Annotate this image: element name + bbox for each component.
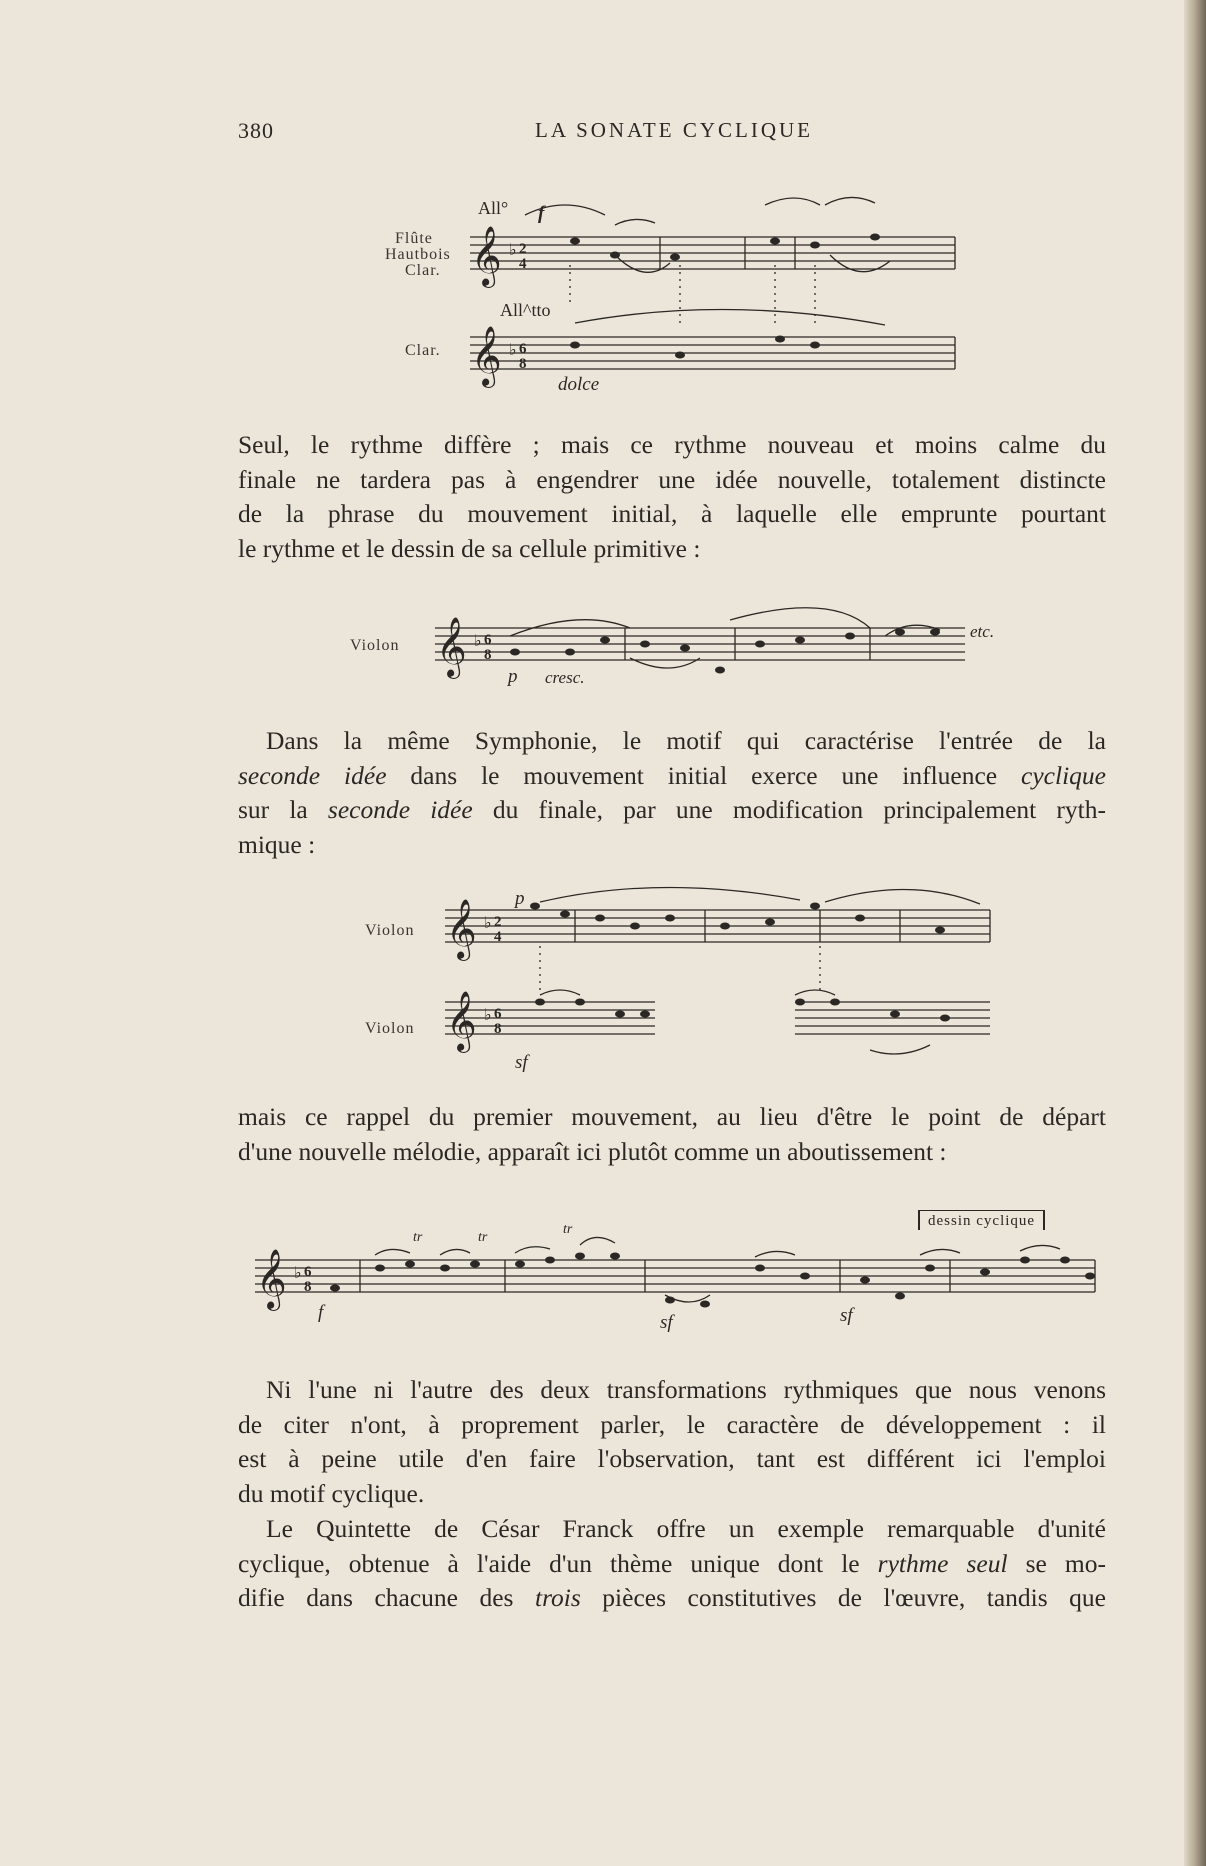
svg-text:6: 6 bbox=[494, 1006, 502, 1022]
svg-text:8: 8 bbox=[494, 1021, 502, 1037]
instr-label-oboe: Hautbois bbox=[385, 246, 451, 263]
text-line: Seul, le rythme diffère ; mais ce rythme nouveau et moins calme du bbox=[238, 430, 1106, 459]
svg-text:♭: ♭ bbox=[509, 242, 517, 259]
text-line bbox=[238, 759, 1106, 794]
instr-label-clarinet: Clar. bbox=[405, 262, 441, 279]
running-title: LA SONATE CYCLIQUE bbox=[535, 118, 813, 142]
instr-label-violin: Violon bbox=[350, 637, 400, 654]
dynamic-sf: sf bbox=[840, 1305, 853, 1326]
text-run: cyclique, obtenue à l'aide d'un thème unique dont le bbox=[238, 1548, 878, 1578]
text-line: le rythme et le dessin de sa cellule primitive : bbox=[238, 533, 701, 563]
text-line: mais ce rappel du premier mouvement, au lieu d'être le point de départ bbox=[238, 1102, 1106, 1131]
tempo-marking: All° bbox=[478, 198, 509, 218]
dynamic-f: f bbox=[318, 1302, 324, 1323]
text-run: se mo- bbox=[1007, 1548, 1106, 1578]
instr-label-violin-2: Violon bbox=[365, 1020, 415, 1037]
text-line: mique : bbox=[238, 829, 316, 859]
text-line: est à peine utile d'en faire l'observation, tant est différent ici l'emploi bbox=[238, 1444, 1106, 1473]
instr-label-violin: Violon bbox=[365, 922, 415, 939]
instr-label-clarinet-2: Clar. bbox=[405, 342, 441, 359]
text-line: du motif cyclique. bbox=[238, 1478, 425, 1508]
svg-text:𝄞: 𝄞 bbox=[471, 226, 502, 286]
page-edge-shadow bbox=[1184, 0, 1206, 1866]
italic-seconde-idee: seconde idée bbox=[327, 795, 473, 824]
svg-text:♭: ♭ bbox=[484, 915, 492, 932]
paragraph-3 bbox=[238, 1100, 1106, 1169]
svg-text:𝄞: 𝄞 bbox=[436, 617, 467, 677]
score-notation bbox=[440, 880, 1000, 1060]
svg-text:𝄞: 𝄞 bbox=[471, 326, 502, 386]
svg-text:𝄞: 𝄞 bbox=[446, 899, 477, 959]
paragraph-1 bbox=[238, 428, 1106, 566]
svg-text:8: 8 bbox=[519, 356, 527, 372]
paragraph-5 bbox=[238, 1512, 1106, 1616]
svg-text:8: 8 bbox=[304, 1279, 312, 1295]
svg-text:♭: ♭ bbox=[484, 1007, 492, 1024]
paragraph-4 bbox=[238, 1373, 1106, 1511]
text-line bbox=[238, 793, 1106, 828]
text-line: de la phrase du mouvement initial, à laquelle elle emprunte pourtant bbox=[238, 499, 1106, 528]
svg-text:6: 6 bbox=[519, 341, 527, 357]
italic-trois: trois bbox=[534, 1583, 581, 1612]
text-line: finale ne tardera pas à engendrer une idée nouvelle, totalement distincte bbox=[238, 464, 1106, 494]
text-line: de citer n'ont, à proprement parler, le caractère de développement : il bbox=[238, 1409, 1106, 1439]
score-notation bbox=[430, 598, 975, 688]
marking-etc: etc. bbox=[970, 622, 995, 641]
dynamic-p: p bbox=[515, 888, 525, 909]
dynamic-sf: sf bbox=[515, 1052, 528, 1073]
instr-label-flute: Flûte bbox=[395, 230, 433, 247]
expression-dolce: dolce bbox=[558, 374, 600, 395]
svg-text:𝄞: 𝄞 bbox=[446, 991, 477, 1051]
trill-mark: tr bbox=[413, 1230, 423, 1245]
score-notation bbox=[465, 195, 965, 395]
svg-text:𝄞: 𝄞 bbox=[256, 1249, 287, 1309]
text-run: pièces constitutives de l'œuvre, tandis que bbox=[580, 1583, 1106, 1612]
score-notation bbox=[250, 1225, 1100, 1335]
dynamic-p: p bbox=[508, 666, 518, 687]
text-line: Dans la même Symphonie, le motif qui caractérise l'entrée de la bbox=[266, 726, 1106, 755]
svg-text:2: 2 bbox=[519, 241, 527, 257]
svg-text:♭: ♭ bbox=[509, 342, 517, 359]
trill-mark: tr bbox=[563, 1222, 573, 1237]
page-number: 380 bbox=[238, 118, 274, 143]
dynamic-f: f bbox=[538, 203, 545, 224]
svg-text:6: 6 bbox=[484, 632, 492, 648]
italic-rythme-seul: rythme seul bbox=[877, 1548, 1008, 1578]
text-line: d'une nouvelle mélodie, apparaît ici plutôt comme un aboutissement : bbox=[238, 1136, 947, 1166]
svg-text:8: 8 bbox=[484, 647, 492, 663]
box-label-dessin-cyclique: dessin cyclique bbox=[918, 1210, 1045, 1230]
running-header bbox=[0, 118, 1206, 148]
text-line: Ni l'une ni l'autre des deux transformations rythmiques que nous venons bbox=[266, 1375, 1106, 1404]
tempo-marking-2: All^tto bbox=[500, 300, 551, 320]
text-run: du finale, par une modification principalement ryth- bbox=[472, 795, 1107, 824]
text-line bbox=[238, 1581, 1106, 1616]
svg-text:♭: ♭ bbox=[294, 1265, 302, 1282]
svg-text:2: 2 bbox=[494, 914, 502, 930]
dynamic-sf: sf bbox=[660, 1312, 673, 1333]
text-run: difie dans chacune des bbox=[238, 1583, 535, 1612]
svg-text:6: 6 bbox=[304, 1264, 312, 1280]
paragraph-2 bbox=[238, 724, 1106, 862]
italic-seconde-idee: seconde idée bbox=[238, 760, 387, 790]
svg-text:4: 4 bbox=[494, 929, 502, 945]
svg-text:♭: ♭ bbox=[474, 633, 482, 650]
text-line bbox=[238, 1547, 1106, 1582]
text-run: sur la bbox=[238, 795, 328, 824]
svg-text:4: 4 bbox=[519, 256, 527, 272]
text-line: Le Quintette de César Franck offre un exemple remarquable d'unité bbox=[266, 1514, 1106, 1543]
text-run: dans le mouvement initial exerce une influence bbox=[386, 760, 1022, 790]
italic-cyclique: cyclique bbox=[1021, 760, 1106, 790]
expression-cresc: cresc. bbox=[545, 668, 585, 687]
trill-mark: tr bbox=[478, 1230, 488, 1245]
